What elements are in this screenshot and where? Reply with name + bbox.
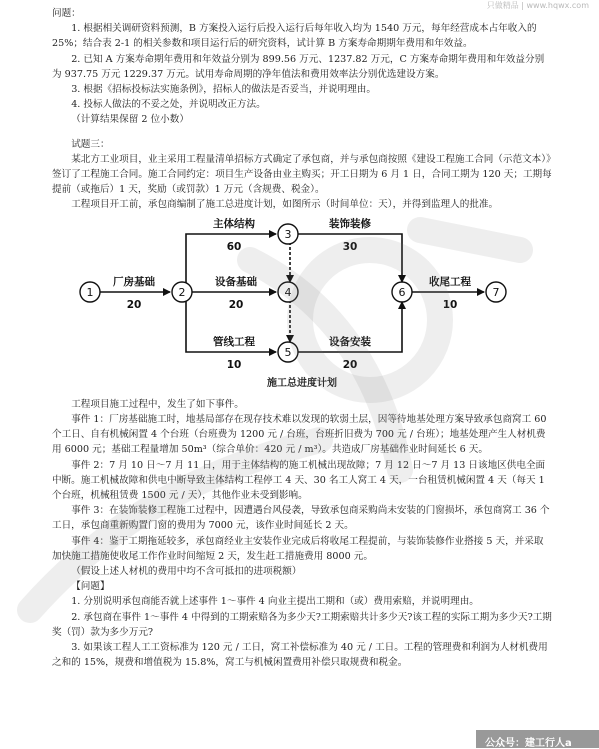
activity-duration-6-7: 10 (442, 298, 458, 311)
activity-duration-2-4: 20 (228, 298, 244, 311)
answer-question-2: 2. 承包商在事件 1～事件 4 中得到的工期索赔各为多少天?工期索赔共计多少天?该工程的实际工期为多少天?工期奖（罚）款为多少万元? (52, 611, 552, 638)
events-note: （假设上述人材机的费用中均不含可抵扣的进项税额） (71, 566, 302, 578)
activity-name-1-2: 厂房基础 (113, 275, 155, 288)
questions-heading: 问题： (52, 8, 81, 19)
section-title: 试题三： (71, 138, 110, 150)
node-label-6: 6 (398, 285, 406, 299)
node-label-4: 4 (284, 285, 292, 299)
site-header: 只做精品 | www.hqwx.com (486, 1, 589, 10)
answer-question-1: 1. 分别说明承包商能否就上述事件 1～事件 4 向业主提出工期和（或）费用索赔，并说明理由。 (71, 596, 479, 608)
question-2: 2. 已知 A 方案寿命期年费用和年效益分别为 899.56 万元、1237.82 万元，C 方案寿命期年费用和年效益分别为 937.75 万元 1229.37 万元。试用寿命周期的净年值法和费用效率法分别优选建设方案。 (52, 53, 545, 80)
activity-name-2-3: 主体结构 (213, 217, 255, 230)
answer-question-3: 3. 如果该工程人工工资标准为 120 元 / 工日，窝工补偿标准为 40 元 / 工日。工程的管理费和利润为人材机费用之和的 15%，规费和增值税为 15.8%，窝工与机械闲置费用补偿只取规费和税金。 (52, 642, 548, 669)
wechat-watermark: 公众号：建工行人a (485, 738, 572, 749)
activity-name-5-6: 设备安装 (329, 335, 371, 348)
event-2: 事件 2：7 月 10 日～7 月 11 日，用于主体结构的施工机械出现故障；7 月 12 日～7 月 13 日该地区供电全面中断。施工机械故障和供电中断导致主体结构工程停工 4 天、30 名工人窝工 4 天，一台租赁机械闲置 4 天（每天 1 个台班，机械租赁费 1500 元 / 天），其他作业未受到影响。 (52, 459, 546, 502)
activity-duration-2-3: 60 (226, 240, 242, 253)
node-label-1: 1 (86, 285, 94, 299)
activity-name-3-6: 装饰装修 (329, 217, 371, 230)
document-page (52, 6, 552, 671)
activity-name-2-4: 设备基础 (215, 275, 257, 288)
question-1: 1. 根据相关调研资料预测，B 方案投入运行后投入运行后每年收入均为 1540 万元，每年经营成本占年收入的 25%；结合表 2-1 的相关参数和项目运行后的研究资料，试计算 B 方案寿命期期年费用和年效益。 (52, 23, 537, 50)
calc-note: （计算结果保留 2 位小数） (71, 114, 189, 126)
activity-duration-5-6: 20 (342, 358, 358, 371)
intro-paragraph-2: 工程项目开工前，承包商编制了施工总进度计划，如图所示（时间单位：天），并得到监理人的批准。 (71, 199, 499, 211)
node-label-7: 7 (492, 285, 500, 299)
diagram-caption: 施工总进度计划 (267, 377, 337, 389)
question-3: 3. 根据《招标投标法实施条例》，招标人的做法是否妥当，并说明理由。 (71, 84, 376, 96)
activity-duration-2-5: 10 (226, 358, 242, 371)
activity-duration-3-6: 30 (342, 240, 358, 253)
event-3: 事件 3：在装饰装修工程施工过程中，因遭遇台风侵袭，导致承包商采购尚未安装的门窗损坏，承包商窝工 36 个工日，承包商重新购置门窗的费用为 7000 元，该作业时间延长 2 天。 (52, 505, 550, 532)
events-intro: 工程项目施工过程中，发生了如下事件。 (71, 398, 244, 410)
intro-paragraph-1: 某北方工业项目，业主采用工程量清单招标方式确定了承包商，并与承包商按照《建设工程施工合同（示范文本）》签订了工程施工合同。施工合同约定：项目生产设备由业主购买；开工日期为 6 月 1 日，合同工期为 120 天；工期每提前（或拖后）1 天，奖励（或罚款）1 万元（含规费、税金）。 (52, 153, 552, 196)
event-1: 事件 1：厂房基础施工时，地基局部存在现存技术难以发现的软弱土层，因等待地基处理方案导致承包商窝工 60 个工日、自有机械闲置 4 个台班（台班费为 1200 元 / 台班，台班折旧费为 700 元 / 台班）；地基处理产生人材机费用 6000 元；基础工程量增加 50m³（综合单价：420 元 / m³）。共造成厂房基础作业时间延长 6 天。 (52, 414, 547, 456)
activity-duration-1-2: 20 (126, 298, 142, 311)
network-diagram (62, 216, 522, 378)
node-label-5: 5 (284, 345, 292, 359)
question-4: 4. 投标人做法的不妥之处，并说明改正方法。 (71, 99, 266, 111)
questions-title: 【问题】 (71, 581, 110, 593)
activity-name-2-5: 管线工程 (213, 335, 255, 348)
node-label-3: 3 (284, 227, 292, 241)
event-4: 事件 4：鉴于工期拖延较多，承包商经业主安装作业完成后将收尾工程提前，与装饰装修作业搭接 5 天，并采取加快施工措施使收尾工作作业时间缩短 2 天，发生赶工措施费用 8000 元。 (52, 535, 544, 562)
node-label-2: 2 (178, 285, 186, 299)
activity-name-6-7: 收尾工程 (429, 275, 471, 288)
